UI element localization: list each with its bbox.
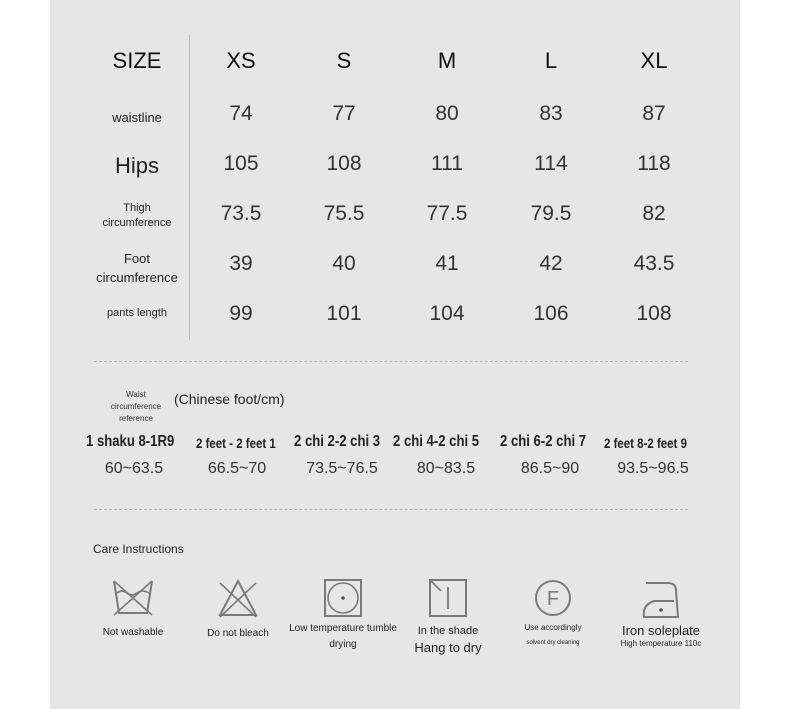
table-cell: 101 (326, 302, 362, 325)
table-cell: 118 (637, 152, 671, 175)
row-label-foot (92, 249, 182, 287)
row-label-line: Foot (123, 251, 150, 266)
table-cell: 108 (636, 302, 672, 325)
size-col-xs: XS (226, 48, 256, 73)
care-label: Hang to dry (414, 640, 482, 655)
chinese-foot-value: 1 shaku 8-1R9 (86, 433, 175, 450)
care-item-do-not-bleach (183, 577, 293, 642)
care-label: Low temperature tumble (289, 623, 397, 634)
row-label-pants-length: pants length (107, 307, 167, 319)
table-cell: 42 (539, 252, 563, 275)
row-label-line: circumference (102, 217, 172, 229)
care-instructions-title: Care Instructions (93, 542, 184, 556)
size-header-label: SIZE (112, 48, 162, 73)
table-cell: 105 (223, 152, 259, 175)
table-cell: 79.5 (530, 202, 572, 225)
not-washable-icon (110, 577, 156, 619)
care-label: High temperature 110c (620, 639, 702, 648)
care-label: In the shade (417, 625, 479, 637)
row-label-thigh (92, 201, 182, 231)
do-not-bleach-icon (216, 577, 260, 619)
care-label: Not washable (102, 627, 164, 638)
care-label: Use accordingly (524, 623, 582, 632)
waist-reference-line: Waist circumference (110, 390, 162, 411)
cm-value: 93.5~96.5 (617, 460, 689, 477)
chinese-foot-value: 2 feet - 2 feet 1 (196, 435, 276, 451)
dry-in-shade-icon (427, 577, 469, 619)
table-cell: 108 (326, 152, 362, 175)
row-label-line: circumference (96, 270, 178, 285)
waist-reference-unit: (Chinese foot/cm) (174, 391, 285, 407)
table-cell: 106 (533, 302, 569, 325)
care-label: drying (329, 639, 357, 650)
table-cell: 114 (534, 152, 568, 175)
cm-value: 80~83.5 (416, 460, 476, 477)
table-cell: 87 (642, 102, 666, 125)
table-cell: 74 (229, 102, 253, 125)
table-cell: 40 (332, 252, 356, 275)
row-label-hips: Hips (114, 153, 159, 178)
table-cell: 80 (435, 102, 459, 125)
size-col-s: S (336, 48, 352, 73)
chinese-foot-value: 2 feet 8-2 feet 9 (604, 435, 687, 451)
dry-clean-f-icon (532, 577, 574, 619)
table-cell: 111 (431, 152, 463, 175)
row-label-waistline: waistline (112, 110, 162, 125)
table-cell: 82 (642, 202, 666, 225)
care-item-dry-clean (498, 577, 608, 649)
dashed-divider (94, 361, 688, 362)
table-cell: 77.5 (426, 202, 468, 225)
table-divider (189, 35, 190, 340)
table-cell: 41 (435, 252, 459, 275)
waist-reference-label (100, 389, 172, 425)
care-item-tumble-dry-low (288, 577, 398, 653)
size-col-l: L (544, 48, 558, 73)
chinese-foot-value: 2 chi 2-2 chi 3 (294, 433, 381, 450)
svg-text:F: F (546, 588, 560, 610)
cm-value: 73.5~76.5 (306, 460, 378, 477)
waist-reference-line: reference (119, 414, 153, 423)
table-cell: 99 (229, 302, 253, 325)
care-item-not-washable (78, 577, 188, 641)
cm-value: 86.5~90 (520, 460, 580, 477)
care-item-iron (606, 577, 716, 650)
size-col-xl: XL (640, 48, 668, 73)
dashed-divider (94, 509, 688, 510)
table-cell: 73.5 (220, 202, 262, 225)
iron-icon (638, 577, 684, 619)
row-label-line: Thigh (123, 202, 151, 214)
table-cell: 83 (539, 102, 563, 125)
chinese-foot-value: 2 chi 4-2 chi 5 (393, 433, 480, 450)
table-cell: 104 (429, 302, 465, 325)
cm-value: 60~63.5 (104, 460, 164, 477)
care-label: Do not bleach (207, 628, 269, 639)
tumble-dry-low-icon (322, 577, 364, 619)
table-cell: 39 (229, 252, 253, 275)
table-cell: 75.5 (323, 202, 365, 225)
care-item-dry-in-shade (393, 577, 503, 656)
size-col-m: M (437, 48, 457, 73)
table-cell: 77 (332, 102, 356, 125)
care-label: Iron soleplate (621, 623, 701, 638)
care-label: solvent dry cleaning (526, 640, 580, 646)
cm-value: 66.5~70 (207, 460, 267, 477)
table-cell: 43.5 (633, 252, 675, 275)
chinese-foot-value: 2 chi 6-2 chi 7 (500, 433, 587, 450)
